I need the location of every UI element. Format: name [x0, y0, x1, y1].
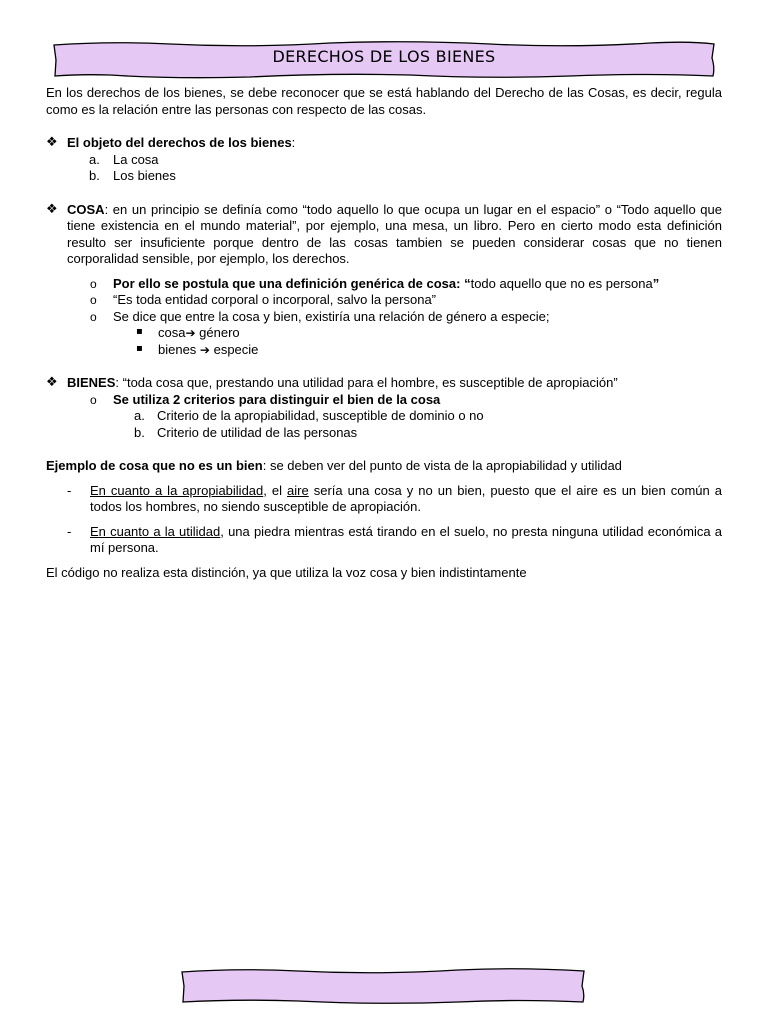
dash-item	[46, 483, 722, 516]
title-banner	[50, 40, 718, 80]
ejemplo-text: : se deben ver del punto de vista de la apropiabilidad y utilidad	[262, 458, 622, 473]
diamond-bullet-icon: ❖	[46, 375, 58, 390]
list-item	[46, 152, 722, 169]
list-marker: b.	[89, 168, 100, 183]
dash-text: , una piedra mientras está tirando en el suelo, no presta ninguna utilidad económica a mí persona.	[90, 523, 723, 555]
list-item-text: Los bienes	[113, 168, 176, 183]
underlined-word: aire	[287, 482, 309, 498]
square-bullet-icon: ▪	[136, 326, 143, 337]
dash-marker: -	[67, 482, 72, 498]
list-item	[46, 168, 722, 185]
document-body	[46, 85, 722, 581]
sub-bullet	[46, 292, 722, 309]
list-item-text: Criterio de utilidad de las personas	[157, 424, 358, 440]
sub-bullet-text: Se dice que entre la cosa y bien, existiría una relación de género a especie;	[113, 308, 550, 324]
dash-marker: -	[67, 523, 72, 539]
sub-bullet-text: “Es toda entidad corporal o incorporal, salvo la persona”	[113, 292, 437, 307]
sub-bullet	[46, 392, 722, 409]
underlined-phrase: En cuanto a la apropiabilidad	[90, 482, 264, 498]
diamond-bullet-icon: ❖	[46, 135, 58, 150]
objeto-colon: :	[291, 135, 296, 150]
circle-bullet-icon: o	[90, 293, 97, 307]
list-marker: a.	[134, 408, 145, 423]
diamond-bullet-icon: ❖	[46, 201, 58, 217]
list-item	[46, 408, 722, 425]
sub-bullet	[46, 276, 722, 293]
dash-text: sería una cosa y no un bien, puesto que el aire es un bien común a todos los hombres, no siendo susceptible de apropiación.	[90, 482, 722, 514]
pair-right: género	[195, 325, 240, 340]
intro-paragraph: En los derechos de los bienes, se debe reconocer que se está hablando del Derecho de las Cosas, es decir, regula como es la relación entre las personas con respecto de las cosas.	[46, 85, 722, 117]
ejemplo-paragraph	[46, 458, 722, 475]
square-bullet-icon: ▪	[136, 342, 143, 354]
circle-bullet-icon: o	[90, 309, 97, 324]
cosa-definition: : en un principio se definía como “todo aquello lo que ocupa un lugar en el espacio” o “Todo aquello que tiene existencia en el mundo material”, por ejemplo, una mesa, un libro. Pero en cierto modo esta definición resulto ser insuficiente porque dentro de las cosas tambien se pueden considerar cosas que no tienen corporalidad sensible, por ejemplo, los derechos.	[67, 201, 722, 266]
list-item-text: Criterio de la apropiabilidad, susceptible de dominio o no	[157, 408, 484, 423]
pair-item	[46, 325, 722, 342]
sub-bullet-bold: Por ello se postula que una definición genérica de cosa: “	[113, 275, 471, 291]
footer-banner	[178, 966, 588, 1006]
arrow-right-icon: ➔	[185, 326, 196, 340]
page-title: DERECHOS DE LOS BIENES	[272, 47, 496, 66]
dash-item	[46, 524, 722, 557]
bienes-term: BIENES	[67, 375, 116, 390]
list-item-text: La cosa	[113, 151, 159, 167]
circle-bullet-icon: o	[90, 392, 97, 407]
sub-bullet	[46, 309, 722, 326]
sub-bullet-text: todo aquello que no es persona	[470, 275, 653, 291]
sub-bullet-bold: Se utiliza 2 criterios para distinguir el bien de la cosa	[113, 391, 441, 407]
footer-banner-shape	[178, 966, 588, 1006]
cosa-term: COSA	[67, 201, 105, 217]
objeto-heading: El objeto del derechos de los bienes	[67, 135, 292, 150]
pair-right: especie	[209, 341, 259, 357]
cosa-bullet	[46, 202, 722, 268]
underlined-phrase: En cuanto a la utilidad	[90, 523, 221, 539]
pair-item	[46, 342, 722, 359]
objeto-bullet	[46, 135, 722, 152]
arrow-right-icon: ➔	[199, 342, 210, 357]
pair-left: bienes	[158, 341, 200, 357]
list-marker: a.	[89, 151, 100, 167]
ejemplo-heading: Ejemplo de cosa que no es un bien	[46, 458, 263, 473]
circle-bullet-icon: o	[90, 276, 97, 291]
bienes-bullet	[46, 375, 722, 392]
pair-left: cosa	[158, 325, 186, 340]
sub-bullet-close: ”	[652, 275, 660, 291]
bienes-definition: : “toda cosa que, prestando una utilidad para el hombre, es susceptible de apropiación”	[115, 375, 618, 390]
list-marker: b.	[134, 424, 145, 440]
dash-text: , el	[263, 482, 288, 498]
closing-paragraph: El código no realiza esta distinción, ya que utiliza la voz cosa y bien indistintamente	[46, 564, 527, 580]
list-item	[46, 425, 722, 442]
